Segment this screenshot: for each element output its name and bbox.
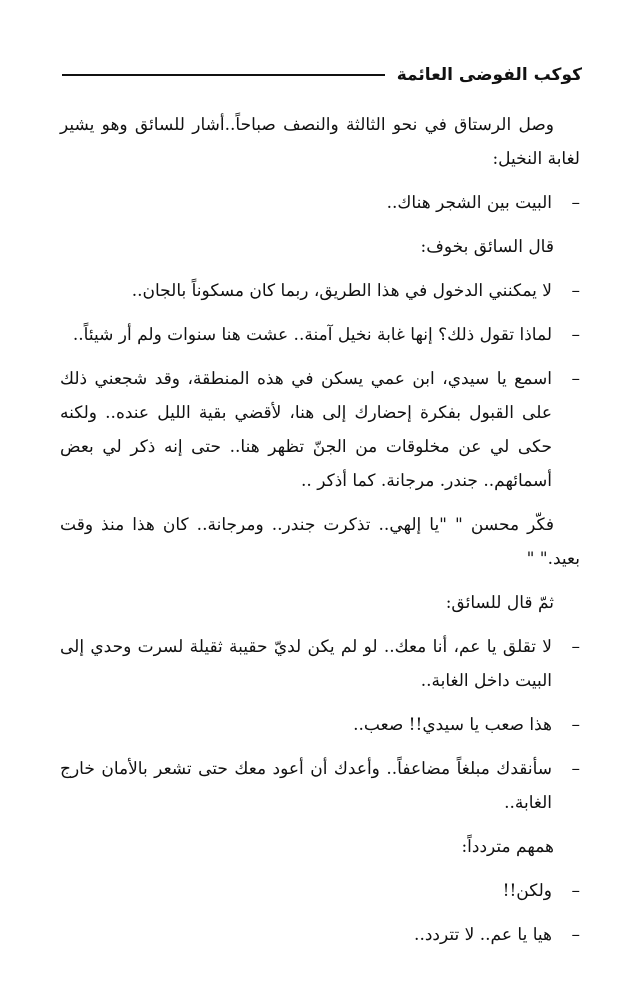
dialog-dash: –: [571, 369, 580, 389]
dialog-text: ولكن!!: [502, 881, 552, 901]
dialog-dash: –: [571, 325, 580, 345]
dialog-text: البيت بين الشجر هناك..: [386, 193, 552, 213]
dialog-line: [60, 186, 580, 220]
header-rule: [62, 74, 385, 76]
dialog-line: [60, 274, 580, 308]
narration-paragraph: قال السائق بخوف:: [420, 237, 554, 257]
chapter-title: كوكب الفوضى العائمة: [396, 65, 582, 85]
dialog-dash: –: [571, 193, 580, 213]
dialog-dash: –: [571, 881, 580, 901]
dialog-dash: –: [571, 759, 580, 779]
dialog-line: [60, 318, 580, 352]
dialog-text: لا تقلق يا عم، أنا معك.. لو لم يكن لديّ حقيبة ثقيلة لسرت وحدي إلى البيت داخل الغابة..: [60, 637, 552, 691]
dialog-line: [60, 874, 580, 908]
dialog-text: هيا يا عم.. لا تتردد..: [414, 925, 552, 945]
dialog-line: [60, 752, 580, 820]
dialog-line: [60, 362, 580, 498]
narration-paragraph: همهم متردداً:: [461, 837, 554, 857]
dialog-text: سأنقدك مبلغاً مضاعفاً.. وأعدك أن أعود معك حتى تشعر بالأمان خارج الغابة..: [60, 759, 552, 813]
dialog-dash: –: [571, 637, 580, 657]
dialog-text: اسمع يا سيدي، ابن عمي يسكن في هذه المنطقة، وقد شجعني ذلك على القبول بفكرة إحضارك إلى هنا، لأقضي بقية الليل عنده.. ولكنه حكى لي عن مخلوقات من الجنّ تظهر هنا.. حتى إنه ذكر لي بعض أسمائهم.. جندر. مرجانة. كما أذكر ..: [60, 369, 552, 491]
dialog-line: [60, 708, 580, 742]
running-header: [62, 60, 582, 90]
narration-paragraph: وصل الرستاق في نحو الثالثة والنصف صباحاً..أشار للسائق وهو يشير لغابة النخيل:: [60, 115, 580, 169]
narration-paragraph: ثمّ قال للسائق:: [445, 593, 554, 613]
dialog-dash: –: [571, 715, 580, 735]
dialog-line: [60, 630, 580, 698]
page-body: [60, 108, 580, 962]
narration-paragraph: فكّر محسن " "يا إلهي.. تذكرت جندر.. ومرجانة.. كان هذا منذ وقت بعيد." ": [60, 515, 580, 569]
dialog-text: لا يمكنني الدخول في هذا الطريق، ربما كان مسكوناً بالجان..: [131, 281, 552, 301]
dialog-line: [60, 918, 580, 952]
dialog-text: هذا صعب يا سيدي!! صعب..: [353, 715, 552, 735]
dialog-text: لماذا تقول ذلك؟ إنها غابة نخيل آمنة.. عشت هنا سنوات ولم أر شيئاً..: [72, 325, 552, 345]
dialog-dash: –: [571, 281, 580, 301]
dialog-dash: –: [571, 925, 580, 945]
